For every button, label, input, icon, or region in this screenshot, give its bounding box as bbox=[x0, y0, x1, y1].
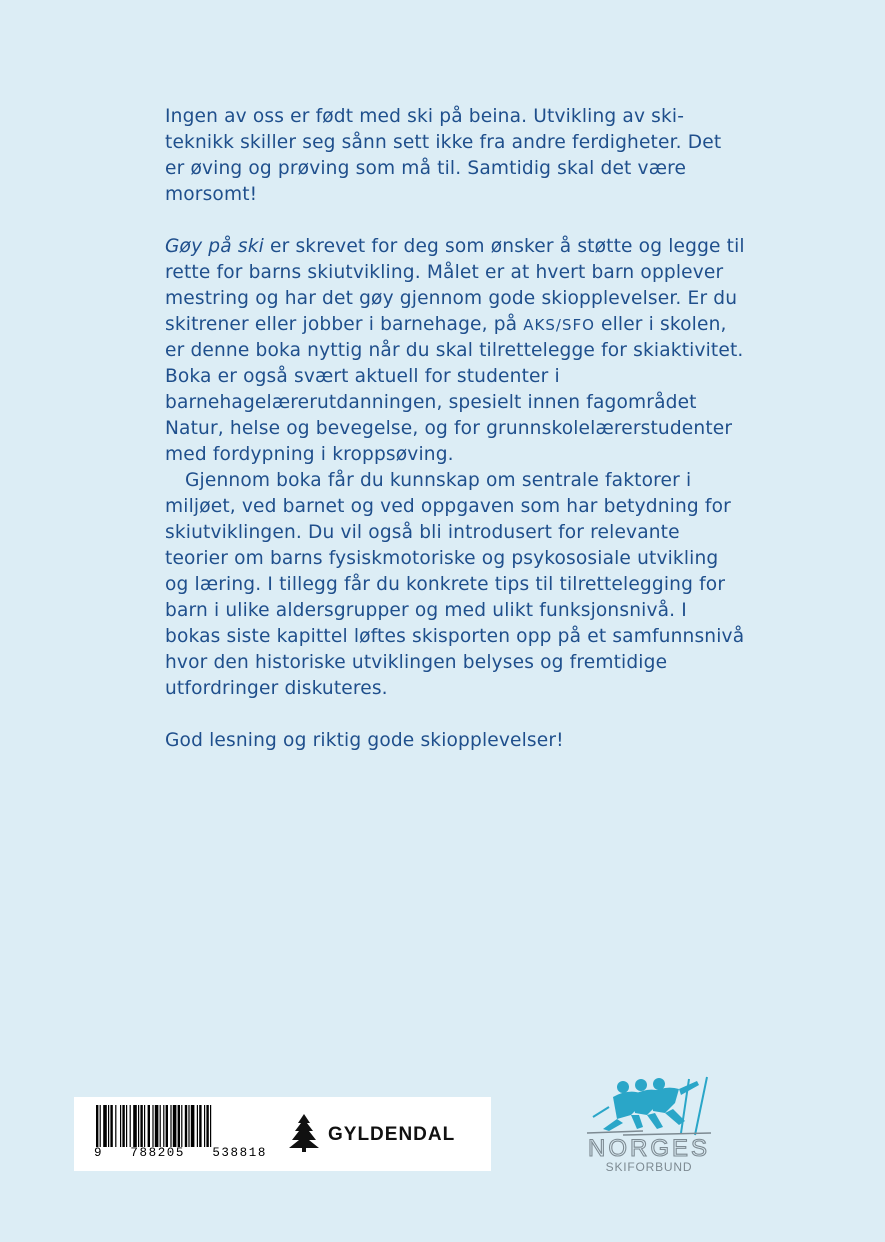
barcode-bars bbox=[94, 1105, 262, 1149]
publisher-name: GYLDENDAL bbox=[328, 1124, 456, 1145]
paragraph-about-book-text-1: er skrevet for deg som ønsker å støtte og legge til rette for barns skiutvikling. Målet er at hvert barn opplever mestring og har det gøy gjennom gode skiopplevelser. Er du skitrener eller jobber i barnehage, på bbox=[165, 236, 745, 335]
norges-skiforbund-logo bbox=[583, 1075, 715, 1175]
paragraph-contents: Gjennom boka får du kunnskap om sentrale faktorer i miljøet, ved barnet og ved oppgaven som har betydning for skiutviklingen. Du vil også bli introdusert for relevante teorier om barns fysiskmotoriske og psykososiale utvikling og læring. I tillegg får du konkrete tips til tilrettelegging for barn i ulike aldersgrupper og med ulikt funksjonsnivå. I bokas siste kapittel løftes skisporten opp på et samfunnsnivå hvor den historiske utviklingen belyses og fremtidige utfordringer diskuteres. bbox=[165, 470, 745, 699]
federation-name-line2: SKIFORBUND bbox=[605, 1160, 693, 1174]
skiers-icon bbox=[583, 1075, 715, 1139]
paragraph-closing: God lesning og riktig gode skiopplevelser! bbox=[165, 730, 564, 751]
spruce-tree-icon bbox=[288, 1114, 320, 1152]
aks-sfo-abbreviation: AKS/SFO bbox=[523, 316, 595, 334]
paragraph-about-book-text-2: eller i skolen, er denne boka nyttig når du skal tilrettelegge for skiaktivitet. Boka er også svært aktuell for studenter i barnehagelærerutdanningen, spesielt innen fagområdet Natur, helse og bevegelse, og for grunnskolelærerstudenter med fordypning i kroppsøving. bbox=[165, 314, 744, 465]
isbn-number: 9 788205 538818 bbox=[94, 1146, 267, 1160]
paragraph-intro: Ingen av oss er født med ski på beina. Utvikling av skiteknikk skiller seg sånn sett ikke fra andre ferdigheter. Det er øving og prøving som må til. Samtidig skal det være morsomt! bbox=[165, 106, 722, 205]
federation-name-line1: NORGES bbox=[587, 1135, 710, 1162]
paragraph-about-book bbox=[165, 234, 745, 468]
publisher-barcode-panel bbox=[74, 1097, 491, 1171]
book-title: Gøy på ski bbox=[165, 236, 264, 257]
back-cover-blurb bbox=[165, 104, 745, 754]
